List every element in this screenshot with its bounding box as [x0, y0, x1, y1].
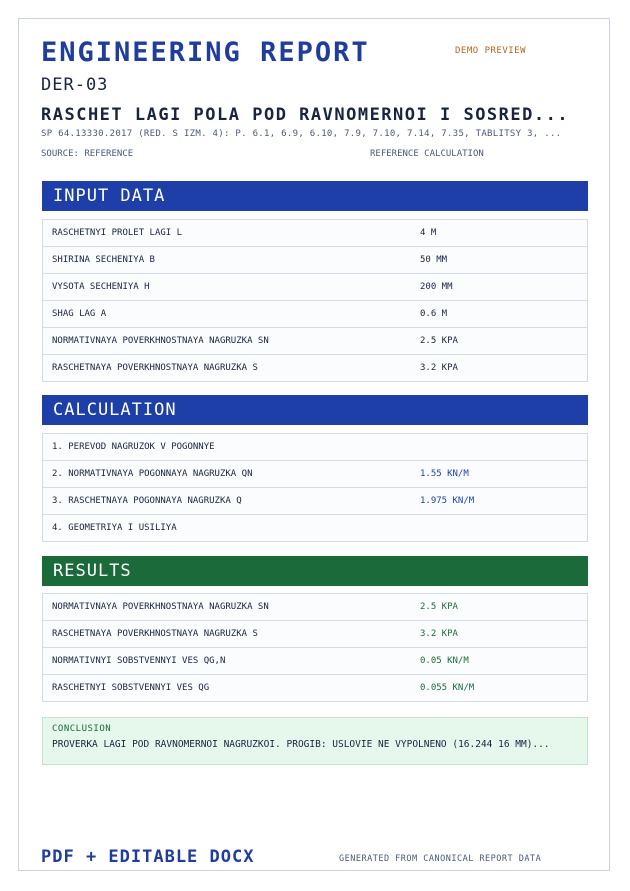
row-value: 0.05 KN/M: [420, 656, 469, 666]
source-label: SOURCE: REFERENCE: [41, 149, 134, 159]
row-label: RASCHETNYI PROLET LAGI L: [52, 228, 183, 238]
table-row: [43, 515, 587, 541]
row-value: 50 MM: [420, 255, 448, 265]
step-label: 2. NORMATIVNAYA POGONNAYA NAGRUZKA QN: [52, 469, 253, 479]
table-row: [43, 220, 587, 247]
results-table: [42, 593, 588, 702]
table-row: [43, 461, 587, 488]
calculation-type-label: REFERENCE CALCULATION: [370, 149, 484, 159]
table-row: [43, 301, 587, 328]
table-row: [43, 355, 587, 381]
normative-references: SP 64.13330.2017 (RED. S IZM. 4): P. 6.1, 6.9, 6.10, 7.9, 7.10, 7.14, 7.35, TABLITSY 3, ...: [41, 129, 562, 139]
table-row: [43, 648, 587, 675]
report-subject: RASCHET LAGI POLA POD RAVNOMERNOI I SOSRED...: [41, 105, 570, 125]
conclusion-heading: CONCLUSION: [52, 724, 112, 734]
row-value: 2.5 KPA: [420, 336, 458, 346]
row-label: VYSOTA SECHENIYA H: [52, 282, 150, 292]
results-heading: RESULTS: [42, 556, 588, 586]
row-label: RASCHETNYI SOBSTVENNYI VES QG: [52, 683, 210, 693]
row-label: NORMATIVNYI SOBSTVENNYI VES QG,N: [52, 656, 226, 666]
footer-note: GENERATED FROM CANONICAL REPORT DATA: [339, 854, 542, 864]
step-label: 1. PEREVOD NAGRUZOK V POGONNYE: [52, 442, 215, 452]
table-row: [43, 274, 587, 301]
step-value: 1.55 KN/M: [420, 469, 469, 479]
input-data-heading: INPUT DATA: [42, 181, 588, 211]
table-row: [43, 328, 587, 355]
table-row: [43, 434, 587, 461]
step-label: 3. RASCHETNAYA POGONNAYA NAGRUZKA Q: [52, 496, 242, 506]
row-value: 2.5 KPA: [420, 602, 458, 612]
row-label: SHIRINA SECHENIYA B: [52, 255, 155, 265]
conclusion-box: [42, 717, 588, 765]
row-label: RASCHETNAYA POVERKHNOSTNAYA NAGRUZKA S: [52, 363, 258, 373]
table-row: [43, 675, 587, 701]
calculation-heading: CALCULATION: [42, 395, 588, 425]
report-page: [18, 18, 610, 871]
row-label: NORMATIVNAYA POVERKHNOSTNAYA NAGRUZKA SN: [52, 602, 269, 612]
export-formats-label: PDF + EDITABLE DOCX: [41, 847, 255, 867]
conclusion-text: PROVERKA LAGI POD RAVNOMERNOI NAGRUZKOI. PROGIB: USLOVIE NE VYPOLNENO (16.244 16 MM)...: [52, 739, 550, 750]
table-row: [43, 247, 587, 274]
table-row: [43, 488, 587, 515]
row-value: 3.2 KPA: [420, 629, 458, 639]
row-value: 0.055 KN/M: [420, 683, 475, 693]
table-row: [43, 621, 587, 648]
row-label: RASCHETNAYA POVERKHNOSTNAYA NAGRUZKA S: [52, 629, 258, 639]
step-value: 1.975 KN/M: [420, 496, 475, 506]
document-id: DER-03: [41, 75, 109, 95]
demo-preview-badge: DEMO PREVIEW: [455, 46, 527, 56]
calculation-table: [42, 433, 588, 542]
row-value: 0.6 M: [420, 309, 448, 319]
report-title: ENGINEERING REPORT: [41, 37, 370, 68]
row-value: 3.2 KPA: [420, 363, 458, 373]
row-label: NORMATIVNAYA POVERKHNOSTNAYA NAGRUZKA SN: [52, 336, 269, 346]
row-label: SHAG LAG A: [52, 309, 107, 319]
step-label: 4. GEOMETRIYA I USILIYA: [52, 523, 177, 533]
input-data-table: [42, 219, 588, 382]
row-value: 200 MM: [420, 282, 453, 292]
row-value: 4 M: [420, 228, 437, 238]
table-row: [43, 594, 587, 621]
